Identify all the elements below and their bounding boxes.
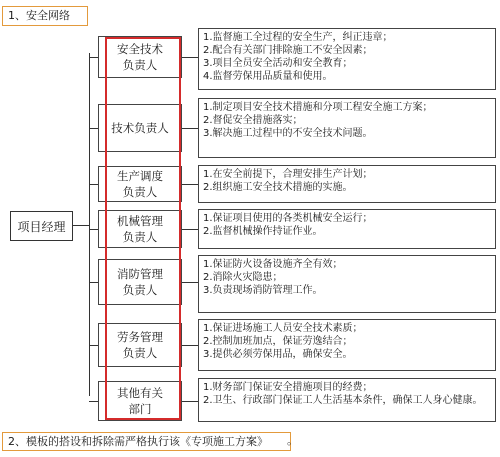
duty-item: 1.监督施工全过程的安全生产，纠正违章； bbox=[203, 32, 393, 43]
duty-item: 2.组织施工安全技术措施的实施。 bbox=[203, 182, 353, 193]
role-node bbox=[98, 210, 182, 248]
branch-connector bbox=[89, 128, 98, 129]
branch-connector bbox=[89, 345, 98, 346]
duty-connector bbox=[182, 401, 198, 402]
heading-suffix: 。 bbox=[287, 434, 298, 447]
section-heading-safety-network: 1、安全网络 bbox=[2, 6, 88, 26]
branch-connector bbox=[89, 57, 98, 58]
project-manager-node: 项目经理 bbox=[10, 211, 73, 241]
duty-list bbox=[198, 209, 496, 249]
role-name-line: 生产调度 bbox=[117, 169, 163, 183]
duty-list bbox=[198, 378, 496, 422]
root-connector bbox=[72, 225, 89, 226]
duty-item: 2.控制加班加点，保证劳逸结合； bbox=[203, 336, 353, 347]
duty-list bbox=[198, 165, 496, 203]
role-node bbox=[98, 36, 182, 78]
branch-connector bbox=[89, 184, 98, 185]
role-name-line: 负责人 bbox=[122, 346, 158, 360]
branch-connector bbox=[89, 401, 98, 402]
duty-list bbox=[198, 98, 496, 158]
duty-item: 2.督促安全措施落实； bbox=[203, 115, 303, 126]
role-name-line: 负责人 bbox=[122, 58, 158, 72]
role-node bbox=[98, 104, 182, 152]
duty-connector bbox=[182, 184, 198, 185]
role-name-line: 技术负责人 bbox=[111, 121, 169, 135]
duty-connector bbox=[182, 128, 198, 129]
duty-connector bbox=[182, 282, 198, 283]
role-name-line: 负责人 bbox=[122, 283, 158, 297]
role-name-line: 安全技术 bbox=[117, 42, 163, 56]
role-name-line: 负责人 bbox=[122, 230, 158, 244]
duty-list bbox=[198, 28, 496, 90]
duty-item: 4.监督劳保用品质量和使用。 bbox=[203, 71, 333, 82]
duty-item: 1.在安全前提下，合理安排生产计划； bbox=[203, 169, 373, 180]
section-heading-formwork: 2、模板的搭设和拆除需严格执行该《专项施工方案》 bbox=[2, 432, 291, 451]
duty-item: 3.负责现场消防管理工作。 bbox=[203, 285, 323, 296]
role-name-line: 机械管理 bbox=[117, 214, 163, 228]
role-name-line: 消防管理 bbox=[117, 267, 163, 281]
duty-item: 1.保证项目使用的各类机械安全运行； bbox=[203, 213, 373, 224]
duty-item: 3.项目全员安全活动和安全教育； bbox=[203, 58, 353, 69]
role-node bbox=[98, 259, 182, 305]
duty-item: 1.保证防火设备设施齐全有效； bbox=[203, 259, 343, 270]
role-name-line: 劳务管理 bbox=[117, 330, 163, 344]
duty-item: 2.消除火灾隐患； bbox=[203, 272, 283, 283]
duty-list bbox=[198, 255, 496, 313]
branch-connector bbox=[89, 282, 98, 283]
duty-item: 1.财务部门保证安全措施项目的经费； bbox=[203, 382, 373, 393]
branch-connector bbox=[89, 229, 98, 230]
role-name-line: 负责人 bbox=[122, 185, 158, 199]
duty-connector bbox=[182, 57, 198, 58]
role-node bbox=[98, 166, 182, 202]
role-name-line: 部门 bbox=[128, 402, 152, 416]
duty-item: 3.提供必须劳保用品，确保安全。 bbox=[203, 349, 353, 360]
duty-item: 2.卫生、行政部门保证工人生活基本条件，确保工人身心健康。 bbox=[203, 395, 483, 406]
duty-item: 2.监督机械操作持证作业。 bbox=[203, 226, 323, 237]
duty-item: 3.解决施工过程中的不安全技术问题。 bbox=[203, 128, 373, 139]
duty-item: 1.保证进场施工人员安全技术素质； bbox=[203, 323, 363, 334]
role-node bbox=[98, 323, 182, 367]
duty-list bbox=[198, 319, 496, 371]
duty-item: 1.制定项目安全技术措施和分项工程安全施工方案； bbox=[203, 102, 433, 113]
role-name-line: 其他有关 bbox=[117, 386, 163, 400]
duty-connector bbox=[182, 345, 198, 346]
duty-connector bbox=[182, 229, 198, 230]
role-node bbox=[98, 381, 182, 421]
duty-item: 2.配合有关部门排除施工不安全因素； bbox=[203, 45, 373, 56]
